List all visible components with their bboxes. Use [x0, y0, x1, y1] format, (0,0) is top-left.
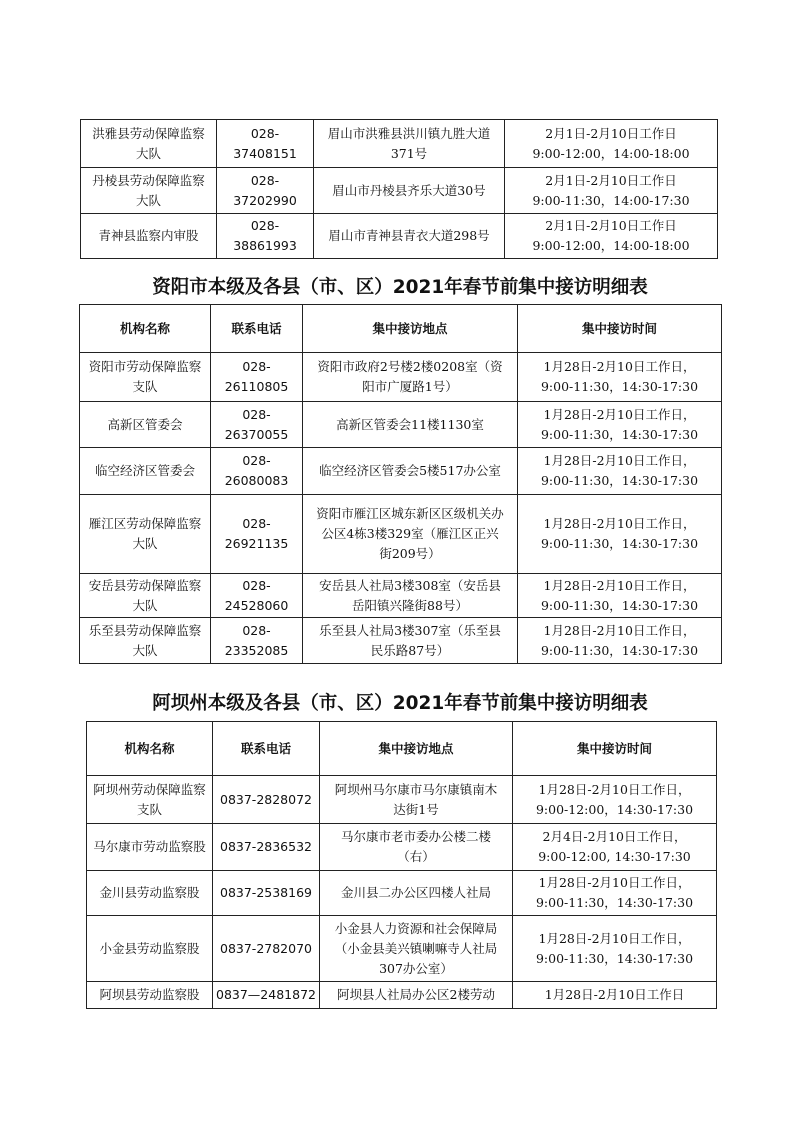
org-cell-line: 大队: [135, 145, 161, 161]
address-cell-line: 眉山市洪雅县洪川镇九胜大道: [327, 125, 491, 141]
ziyang-header-row: [80, 305, 722, 353]
address-cell: [303, 448, 518, 495]
address-cell-line: （小金县美兴镇喇嘛寺人社局: [334, 940, 498, 956]
org-cell-line: 大队: [132, 642, 158, 658]
phone-cell: 0837-2828072: [213, 776, 320, 824]
address-cell: [314, 168, 505, 214]
time-cell-line: 1月28日-2月10日工作日，: [543, 406, 696, 422]
address-cell-line: 金川县二办公区四楼人社局: [340, 885, 491, 900]
address-cell-line: 乐至县人社局3楼307室（乐至县: [319, 622, 501, 638]
header-time: 集中接访时间: [513, 722, 717, 776]
org-cell-line: 阿坝州劳动保障监察: [93, 781, 206, 797]
org-cell: [80, 353, 211, 402]
time-cell: [518, 574, 722, 618]
phone-cell: 0837-2538169: [213, 871, 320, 916]
table-row: [80, 353, 722, 402]
org-cell-line: 大队: [135, 192, 161, 208]
ziyang-table: [79, 304, 722, 664]
phone-cell: 028-23352085: [211, 618, 303, 664]
table-row: [81, 120, 718, 168]
org-cell: [80, 618, 211, 664]
time-cell: [505, 120, 718, 168]
time-cell-line: 2月1日-2月10日工作日: [545, 172, 677, 188]
org-cell-line: 乐至县劳动保障监察: [88, 622, 202, 638]
time-cell: [518, 618, 722, 664]
org-cell-line: 阿坝县劳动监察股: [99, 987, 200, 1002]
address-cell-line: 资阳市政府2号楼2楼0208室（资: [317, 359, 503, 374]
table-row: [80, 574, 722, 618]
phone-cell: 028-26080083: [211, 448, 303, 495]
address-cell: [314, 214, 505, 259]
org-cell: [81, 168, 217, 214]
table-row: [80, 618, 722, 664]
phone-cell: 028-37202990: [217, 168, 314, 214]
time-cell-line: 9:00-12:00，14:00-18:00: [532, 238, 690, 253]
header-org: 机构名称: [87, 722, 213, 776]
address-cell-line: 岳阳镇兴隆街88号）: [352, 597, 468, 613]
time-cell-line: 9:00-11:30，14:30-17:30: [540, 473, 699, 488]
address-cell-line: 阿坝州马尔康市马尔康镇南木: [334, 781, 498, 797]
address-cell: [303, 353, 518, 402]
phone-cell: 028-26370055: [211, 402, 303, 448]
time-cell-line: 9:00-12:00，14:30-17:30: [535, 801, 694, 817]
address-cell: [320, 824, 513, 871]
phone-cell: 0837-2836532: [213, 824, 320, 871]
time-cell-line: 9:00-11:30，14:30-17:30: [540, 597, 699, 613]
org-cell-line: 小金县劳动监察股: [99, 940, 200, 956]
time-cell: [513, 824, 717, 871]
time-cell-line: 1月28日-2月10日工作日，: [543, 359, 696, 374]
time-cell: [505, 168, 718, 214]
address-cell-line: 民乐路87号）: [370, 642, 450, 658]
org-cell-line: 雁江区劳动保障监察: [88, 516, 202, 531]
org-cell: [87, 982, 213, 1009]
org-cell-line: 大队: [132, 536, 158, 551]
time-cell-line: 9:00-11:30，14:30-17:30: [535, 895, 694, 910]
time-cell: [513, 776, 717, 824]
org-cell: [81, 214, 217, 259]
header-phone: 联系电话: [213, 722, 320, 776]
address-cell-line: 眉山市丹棱县齐乐大道30号: [332, 182, 486, 198]
address-cell-line: 307办公室）: [379, 960, 453, 976]
phone-cell: 0837—2481872: [213, 982, 320, 1009]
time-cell-line: 2月4日-2月10日工作日，: [542, 829, 687, 844]
address-cell: [314, 120, 505, 168]
table-row: [81, 168, 718, 214]
org-cell-line: 资阳市劳动保障监察: [88, 359, 202, 374]
time-cell-line: 9:00-12:00, 14:30-17:30: [538, 849, 691, 864]
time-cell: [518, 353, 722, 402]
time-cell: [518, 402, 722, 448]
address-cell: [303, 495, 518, 574]
phone-cell: 028-37408151: [217, 120, 314, 168]
org-cell-line: 高新区管委会: [107, 416, 183, 432]
time-cell-line: 1月28日-2月10日工作日，: [538, 930, 691, 946]
aba-header-row: [87, 722, 717, 776]
table-row: [87, 776, 717, 824]
address-cell: [320, 871, 513, 916]
time-cell-line: 9:00-11:30，14:30-17:30: [540, 379, 699, 394]
time-cell-line: 1月28日-2月10日工作日，: [543, 516, 696, 531]
time-cell-line: 1月28日-2月10日工作日，: [538, 875, 691, 890]
phone-cell: 028-38861993: [217, 214, 314, 259]
time-cell-line: 9:00-11:30，14:30-17:30: [540, 536, 699, 551]
org-cell-line: 青神县监察内审股: [98, 228, 199, 243]
org-cell: [87, 916, 213, 982]
address-cell: [303, 574, 518, 618]
time-cell-line: 1月28日-2月10日工作日，: [538, 781, 691, 797]
time-cell-line: 1月28日-2月10日工作日，: [543, 622, 696, 638]
address-cell-line: 马尔康市老市委办公楼二楼: [340, 829, 491, 844]
time-cell-line: 9:00-11:30，14:30-17:30: [540, 426, 699, 442]
address-cell-line: 临空经济区管委会5楼517办公室: [319, 463, 501, 478]
org-cell-line: 大队: [132, 597, 158, 613]
time-cell: [518, 448, 722, 495]
time-cell: [513, 871, 717, 916]
header-org: 机构名称: [80, 305, 211, 353]
ziyang-table-title: 资阳市本级及各县（市、区）2021年春节前集中接访明细表: [152, 277, 648, 298]
phone-cell: 028-26110805: [211, 353, 303, 402]
header-addr: 集中接访地点: [303, 305, 518, 353]
org-cell-line: 支队: [136, 801, 162, 817]
header-time: 集中接访时间: [518, 305, 722, 353]
time-cell: [505, 214, 718, 259]
org-cell-line: 洪雅县劳动保障监察: [92, 125, 205, 141]
org-cell-line: 安岳县劳动保障监察: [88, 577, 202, 593]
address-cell-line: 371号: [390, 145, 428, 161]
address-cell-line: 资阳市雁江区城东新区区级机关办: [316, 506, 504, 521]
table-row: [87, 871, 717, 916]
address-cell-line: 公区4栋3楼329室（雁江区正兴: [321, 526, 499, 541]
address-cell-line: 阳市广厦路1号）: [362, 379, 458, 394]
address-cell-line: 眉山市青神县青衣大道298号: [328, 228, 490, 243]
org-cell: [80, 495, 211, 574]
time-cell-line: 2月1日-2月10日工作日: [545, 125, 677, 141]
time-cell-line: 1月28日-2月10日工作日，: [543, 453, 696, 468]
time-cell-line: 9:00-11:30，14:30-17:30: [535, 950, 694, 966]
time-cell-line: 1月28日-2月10日工作日，: [543, 577, 696, 593]
org-cell-line: 丹棱县劳动保障监察: [92, 172, 205, 188]
table-row: [80, 402, 722, 448]
aba-table-title: 阿坝州本级及各县（市、区）2021年春节前集中接访明细表: [152, 693, 648, 714]
address-cell-line: 达街1号: [393, 801, 439, 817]
org-cell: [80, 448, 211, 495]
org-cell-line: 临空经济区管委会: [94, 463, 195, 478]
table-row: [80, 495, 722, 574]
org-cell: [80, 402, 211, 448]
table-row: [80, 448, 722, 495]
org-cell: [81, 120, 217, 168]
address-cell-line: 阿坝县人社局办公区2楼劳动: [337, 987, 495, 1002]
time-cell-line: 9:00-11:30，14:00-17:30: [532, 192, 690, 208]
org-cell: [80, 574, 211, 618]
address-cell-line: 小金县人力资源和社会保障局: [334, 920, 498, 936]
org-cell-line: 金川县劳动监察股: [99, 885, 200, 900]
time-cell: [518, 495, 722, 574]
table-row: [81, 214, 718, 259]
time-cell: [513, 916, 717, 982]
org-cell-line: 马尔康市劳动监察股: [93, 839, 206, 854]
time-cell-line: 9:00-12:00，14:00-18:00: [532, 145, 690, 161]
address-cell: [320, 982, 513, 1009]
org-cell-line: 支队: [132, 379, 158, 394]
phone-cell: 0837-2782070: [213, 916, 320, 982]
org-cell: [87, 871, 213, 916]
org-cell: [87, 824, 213, 871]
time-cell: [513, 982, 717, 1009]
header-phone: 联系电话: [211, 305, 303, 353]
address-cell: [320, 776, 513, 824]
org-cell: [87, 776, 213, 824]
aba-table: [86, 721, 717, 1009]
table-row: [87, 824, 717, 871]
address-cell-line: （右）: [397, 849, 435, 864]
time-cell-line: 9:00-11:30，14:30-17:30: [540, 642, 699, 658]
time-cell-line: 2月1日-2月10日工作日: [545, 218, 677, 233]
time-cell-line: 1月28日-2月10日工作日: [544, 987, 685, 1002]
table-row: [87, 982, 717, 1009]
address-cell: [320, 916, 513, 982]
address-cell: [303, 618, 518, 664]
phone-cell: 028-26921135: [211, 495, 303, 574]
meishan-table: [80, 119, 718, 259]
table-row: [87, 916, 717, 982]
address-cell-line: 街209号）: [379, 546, 441, 561]
address-cell-line: 安岳县人社局3楼308室（安岳县: [319, 577, 501, 593]
address-cell-line: 高新区管委会11楼1130室: [336, 416, 484, 432]
phone-cell: 028-24528060: [211, 574, 303, 618]
header-addr: 集中接访地点: [320, 722, 513, 776]
address-cell: [303, 402, 518, 448]
